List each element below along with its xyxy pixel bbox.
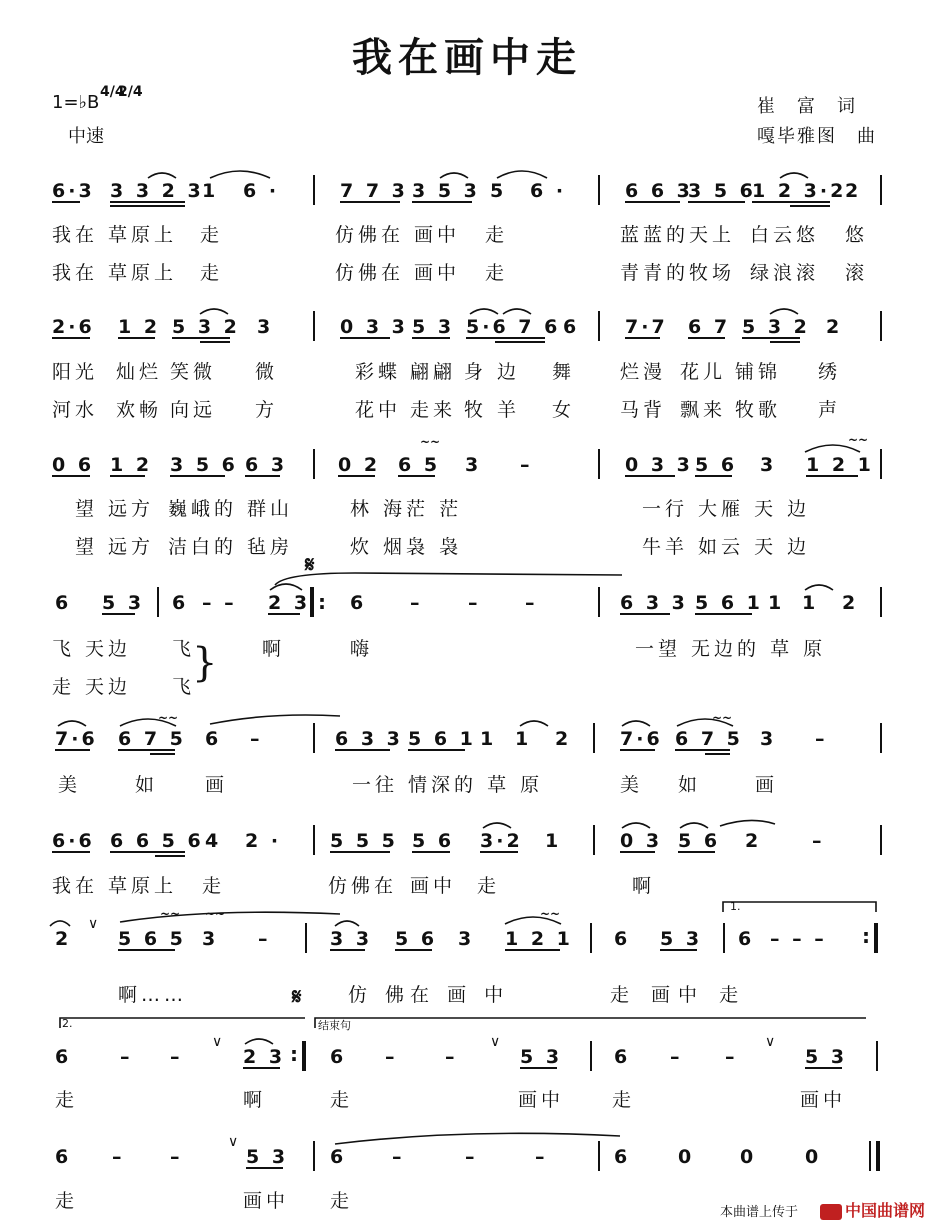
note-group: 5 6 1: [695, 592, 763, 614]
composer-credit: 嘎毕雅图 曲: [757, 126, 877, 147]
note-group: 5 3 2: [172, 316, 240, 338]
lyric: 走: [477, 875, 501, 897]
lyric: 望 远方: [75, 536, 155, 558]
note-group: –: [112, 1146, 125, 1168]
lyric: 微: [255, 361, 279, 383]
note-group: 6: [55, 592, 72, 614]
lyric: 悠: [845, 224, 869, 246]
note-group: 5 6: [678, 830, 721, 852]
barline: [880, 311, 882, 341]
lyric: 走: [612, 1089, 636, 1111]
note-group: 6 6 5 6: [110, 830, 204, 852]
time-signature-2-4: 2/4: [118, 84, 143, 100]
note-group: 7·7: [625, 316, 668, 338]
lyric: 洁白的 毡房: [168, 536, 294, 558]
note-group: 6: [330, 1046, 347, 1068]
lyric: 蓝蓝的天上: [620, 224, 736, 246]
site-logo-icon: [820, 1204, 842, 1220]
site-brand-name: 中国曲谱网: [845, 1201, 926, 1220]
note-group: –: [812, 830, 825, 852]
note-group: –: [170, 1046, 183, 1068]
note-group: 2: [55, 928, 72, 950]
note-group: 5 6 1: [408, 728, 476, 750]
lyric: 画: [205, 774, 229, 796]
slur: [677, 719, 733, 726]
slur: [780, 173, 808, 178]
barline: [598, 587, 600, 617]
note-group: 6: [205, 728, 222, 750]
lyric: 方: [255, 399, 279, 421]
note-group: 6 5: [398, 454, 441, 476]
repeat-end-barline: [874, 923, 878, 953]
tie: [497, 171, 547, 178]
slur: [520, 721, 548, 726]
lyric: 嗨: [350, 638, 374, 660]
lyric: 如: [135, 774, 159, 796]
breath-mark: ∨: [212, 1034, 223, 1050]
barline: [157, 587, 159, 617]
note-group: 1 2 3·2: [752, 180, 847, 202]
lyric: 走: [202, 875, 226, 897]
segno-sign: 𝄋: [305, 553, 315, 578]
slur: [680, 823, 708, 828]
coda-bracket: [315, 1018, 866, 1028]
note-group: 1: [802, 592, 819, 614]
segno-sign: 𝄋: [292, 985, 302, 1010]
note-group: 3: [257, 316, 274, 338]
lyric: 我在 草原上: [52, 262, 178, 284]
note-group: 6·3: [52, 180, 95, 202]
note-group: 1: [515, 728, 532, 750]
lyric: 走: [200, 224, 224, 246]
slur: [505, 917, 561, 924]
note-group: 6: [563, 316, 580, 338]
note-group: 5 3: [520, 1046, 563, 1068]
slur: [120, 719, 176, 726]
barline: [313, 825, 315, 855]
note-group: 1 2 1: [505, 928, 573, 950]
lyric: 笑微: [170, 361, 217, 383]
slur: [483, 823, 511, 828]
barline: [723, 923, 725, 953]
lyric: 林 海茫 茫: [350, 498, 463, 520]
note-group: 6 7 5: [118, 728, 186, 750]
page-title: 我在画中走: [352, 34, 582, 81]
time-signature-4-4: 4/4: [100, 84, 125, 100]
note-group: 5 6 5: [118, 928, 186, 950]
lyric: 彩蝶: [355, 361, 402, 383]
note-group: 4: [205, 830, 222, 852]
note-group: 0 3 3: [340, 316, 408, 338]
slur: [440, 173, 468, 178]
note-group: 1: [202, 180, 219, 202]
long-tie: [210, 715, 340, 724]
breath-mark: ∨: [228, 1134, 239, 1150]
lyric: 仿 佛在 画 中: [348, 984, 510, 1006]
svg-text:~~: ~~: [205, 907, 226, 921]
note-group: 1: [480, 728, 497, 750]
slur: [770, 309, 798, 314]
barline: [590, 923, 592, 953]
barline: [593, 723, 595, 753]
breath-mark: ∨: [765, 1034, 776, 1050]
note-group: –: [445, 1046, 458, 1068]
note-group: 7 7 3: [340, 180, 408, 202]
note-group: 2: [845, 180, 862, 202]
lyric: 飘来: [680, 399, 727, 421]
note-group: 5 6: [695, 454, 738, 476]
note-group: 5 3 2: [742, 316, 810, 338]
barline: [876, 1041, 878, 1071]
lyric: 画中: [518, 1089, 565, 1111]
lyric: 青青的牧场: [620, 262, 736, 284]
lyric: 望 远方: [75, 498, 155, 520]
note-group: –: [725, 1046, 738, 1068]
barline: [598, 175, 600, 205]
lyric: 啊: [262, 638, 286, 660]
repeat-end-barline: [302, 1041, 306, 1071]
lyric: 如: [678, 774, 702, 796]
volta-1-label: 1.: [730, 900, 741, 913]
note-group: 6: [330, 1146, 347, 1168]
note-group: 5 6: [395, 928, 438, 950]
lyric: 一行 大雁 天 边: [642, 498, 811, 520]
lyric: 走 画中 走: [610, 984, 747, 1006]
site-logo[interactable]: [820, 1198, 925, 1221]
note-group: 3 5 6: [688, 180, 756, 202]
lyric: 走: [55, 1190, 79, 1212]
lyric: 向远: [170, 399, 217, 421]
lyric: 画: [755, 774, 779, 796]
svg-text:~~: ~~: [712, 711, 733, 725]
note-group: 0: [678, 1146, 695, 1168]
barline: [313, 175, 315, 205]
lyric: 女: [552, 399, 576, 421]
note-group: –: [815, 728, 828, 750]
slur: [805, 445, 860, 452]
barline: [313, 449, 315, 479]
lyric: 灿烂: [116, 361, 163, 383]
lyric: 白云悠: [750, 224, 820, 246]
lyric: 啊: [632, 875, 656, 897]
note-group: –: [385, 1046, 398, 1068]
lyric: 巍峨的 群山: [168, 498, 294, 520]
note-group: 6 ·: [530, 180, 567, 202]
lyric: 身 边: [464, 361, 521, 383]
slur: [58, 721, 86, 726]
note-group: –: [465, 1146, 478, 1168]
lyric: 走: [55, 1089, 79, 1111]
note-group: 6: [55, 1046, 72, 1068]
verse-brace: }: [192, 640, 218, 686]
lyric: 我在 草原上: [52, 875, 178, 897]
volta-2-bracket: [60, 1018, 305, 1028]
lyric: 走 天边: [52, 676, 132, 698]
note-group: 1: [545, 830, 562, 852]
lyric: 绿浪滚: [750, 262, 820, 284]
note-group: 5 3: [412, 316, 455, 338]
barline: [590, 1041, 592, 1071]
slur: [805, 585, 833, 590]
barline: [313, 1141, 315, 1171]
lyric: 牧歌: [735, 399, 782, 421]
note-group: 3: [760, 454, 777, 476]
lyric: 牧 羊: [464, 399, 521, 421]
slur: [148, 173, 176, 178]
note-group: 3 3 2 3: [110, 180, 204, 202]
note-group: 5·6 7 6: [466, 316, 561, 338]
note-group: 5 3: [660, 928, 703, 950]
note-group: 5: [490, 180, 507, 202]
slur: [245, 1039, 273, 1044]
note-group: 2: [826, 316, 843, 338]
note-group: 1 2 1: [806, 454, 874, 476]
note-group: 3·2: [480, 830, 523, 852]
lyric: 走: [485, 224, 509, 246]
note-group: 6 6 3: [625, 180, 693, 202]
lyric: 我在 草原上: [52, 224, 178, 246]
note-group: 5 3: [246, 1146, 289, 1168]
lyric: 仿佛在 画中: [335, 224, 461, 246]
note-group: 5 5 5: [330, 830, 398, 852]
barline: [880, 825, 882, 855]
lyric: 烂漫: [620, 361, 667, 383]
repeat-dots: :: [318, 590, 326, 614]
lyric: 啊……: [118, 984, 188, 1006]
note-group: 3: [465, 454, 482, 476]
note-group: –: [258, 928, 271, 950]
note-group: 2 3: [268, 592, 311, 614]
note-group: 0: [740, 1146, 757, 1168]
lyric: 画中: [410, 875, 457, 897]
note-group: 6: [614, 1146, 631, 1168]
note-group: 5 6: [412, 830, 455, 852]
long-tie: [335, 1133, 620, 1144]
note-group: 6: [55, 1146, 72, 1168]
svg-text:~~: ~~: [540, 907, 561, 921]
lyric: 一望 无边的 草 原: [635, 638, 827, 660]
svg-text:~~: ~~: [158, 711, 179, 725]
barline: [880, 587, 882, 617]
tie: [210, 171, 270, 178]
note-group: 6 3 3: [620, 592, 688, 614]
lyric: 花儿: [680, 361, 727, 383]
lyric: 炊 烟袅 袅: [350, 536, 463, 558]
lyric: 画中: [800, 1089, 847, 1111]
note-group: 3 3: [330, 928, 373, 950]
repeat-start-barline: [310, 587, 314, 617]
lyric: 飞: [172, 638, 196, 660]
note-group: –: [525, 592, 538, 614]
lyric: 走来: [410, 399, 457, 421]
lyric: 马背: [620, 399, 667, 421]
lyric: 绣: [818, 361, 842, 383]
note-group: 0 2: [338, 454, 381, 476]
note-group: 1 2: [118, 316, 161, 338]
lyric: 声: [818, 399, 842, 421]
barline: [880, 449, 882, 479]
note-group: 6: [172, 592, 189, 614]
note-group: 6·6: [52, 830, 95, 852]
lyric: 牛羊 如云 天 边: [642, 536, 811, 558]
lyric: 仿佛在: [328, 875, 398, 897]
coda-label: 结束句: [318, 1019, 351, 1032]
slur: [503, 309, 531, 314]
lyric: 欢畅: [116, 399, 163, 421]
note-group: 2: [745, 830, 762, 852]
long-tie: [120, 912, 340, 922]
slur: [720, 820, 775, 826]
note-group: 6 3 3: [335, 728, 403, 750]
lyric: 画中: [243, 1190, 290, 1212]
lyric: 美: [58, 774, 82, 796]
note-group: –: [392, 1146, 405, 1168]
note-group: 3 5 3: [412, 180, 480, 202]
final-barline-thin: [869, 1141, 871, 1171]
svg-text:~~: ~~: [160, 907, 181, 921]
final-barline-thick: [876, 1141, 880, 1171]
note-group: 0: [805, 1146, 822, 1168]
lyric: 花中: [355, 399, 402, 421]
note-group: –: [120, 1046, 133, 1068]
lyric: 一往 情深的 草 原: [352, 774, 544, 796]
note-group: –: [535, 1146, 548, 1168]
repeat-end-dots: :: [290, 1042, 298, 1066]
barline: [880, 723, 882, 753]
slur: [335, 921, 359, 926]
note-group: –: [670, 1046, 683, 1068]
lyric: 走: [485, 262, 509, 284]
note-group: 5 3: [805, 1046, 848, 1068]
barline: [598, 311, 600, 341]
note-group: 6: [614, 1046, 631, 1068]
lyric: 啊: [243, 1089, 267, 1111]
note-group: – –: [202, 592, 237, 614]
note-group: 2: [555, 728, 572, 750]
note-group: –: [410, 592, 423, 614]
long-tie: [275, 573, 622, 585]
note-group: 5 3: [102, 592, 145, 614]
note-group: 7·6: [620, 728, 663, 750]
note-group: 3: [458, 928, 475, 950]
slur: [470, 309, 498, 314]
note-group: 6: [350, 592, 367, 614]
slur: [270, 584, 302, 590]
note-group: 6 ·: [243, 180, 280, 202]
note-group: 2 3: [243, 1046, 286, 1068]
note-group: –: [250, 728, 263, 750]
note-group: 0 3 3: [625, 454, 693, 476]
note-group: 3: [760, 728, 777, 750]
lyric: 铺锦: [735, 361, 782, 383]
note-group: –: [468, 592, 481, 614]
lyric: 河水: [52, 399, 99, 421]
note-group: 6 7: [688, 316, 731, 338]
key-signature: 1=♭B: [52, 92, 100, 113]
barline: [305, 923, 307, 953]
note-group: –: [170, 1146, 183, 1168]
slur: [200, 309, 228, 314]
slur: [50, 921, 70, 926]
lyric: 翩翩: [410, 361, 457, 383]
lyric: 飞: [172, 676, 196, 698]
barline: [598, 1141, 600, 1171]
note-group: 2·6: [52, 316, 95, 338]
slur: [622, 823, 650, 828]
tempo-marking: 中速: [68, 126, 104, 147]
lyric: 仿佛在 画中: [335, 262, 461, 284]
barline: [598, 449, 600, 479]
note-group: 3 5 6: [170, 454, 238, 476]
lyric: 走: [200, 262, 224, 284]
volta-1-bracket: [723, 902, 876, 912]
note-group: 6: [738, 928, 755, 950]
note-group: 7·6: [55, 728, 98, 750]
lyric: 阳光: [52, 361, 99, 383]
note-group: –: [520, 454, 533, 476]
note-group: 0 6: [52, 454, 95, 476]
barline: [880, 175, 882, 205]
breath-mark: ∨: [88, 916, 99, 932]
lyric: 飞 天边: [52, 638, 132, 660]
svg-text:~~: ~~: [420, 435, 441, 449]
lyric: 舞: [552, 361, 576, 383]
note-group: 2: [842, 592, 859, 614]
note-group: 0 3: [620, 830, 663, 852]
barline: [593, 825, 595, 855]
lyric: 滚: [845, 262, 869, 284]
note-group: 6 3: [245, 454, 288, 476]
breath-mark: ∨: [490, 1034, 501, 1050]
note-group: 1 2: [110, 454, 153, 476]
volta-2-label: 2.: [62, 1017, 73, 1030]
note-group: 6: [614, 928, 631, 950]
lyric: 美: [620, 774, 644, 796]
barline: [313, 723, 315, 753]
note-group: – – –: [770, 928, 827, 950]
note-group: 6 7 5: [675, 728, 743, 750]
lyric: 走: [330, 1190, 354, 1212]
upload-note: 本曲谱上传于: [720, 1205, 799, 1220]
note-group: 2 ·: [245, 830, 282, 852]
lyric: 走: [330, 1089, 354, 1111]
note-group: 3: [202, 928, 219, 950]
barline: [313, 311, 315, 341]
svg-text:~~: ~~: [848, 433, 869, 447]
lyricist-credit: 崔 富 词: [757, 96, 857, 117]
repeat-end-dots: :: [862, 924, 870, 948]
slur: [622, 721, 650, 726]
note-group: 1: [768, 592, 785, 614]
